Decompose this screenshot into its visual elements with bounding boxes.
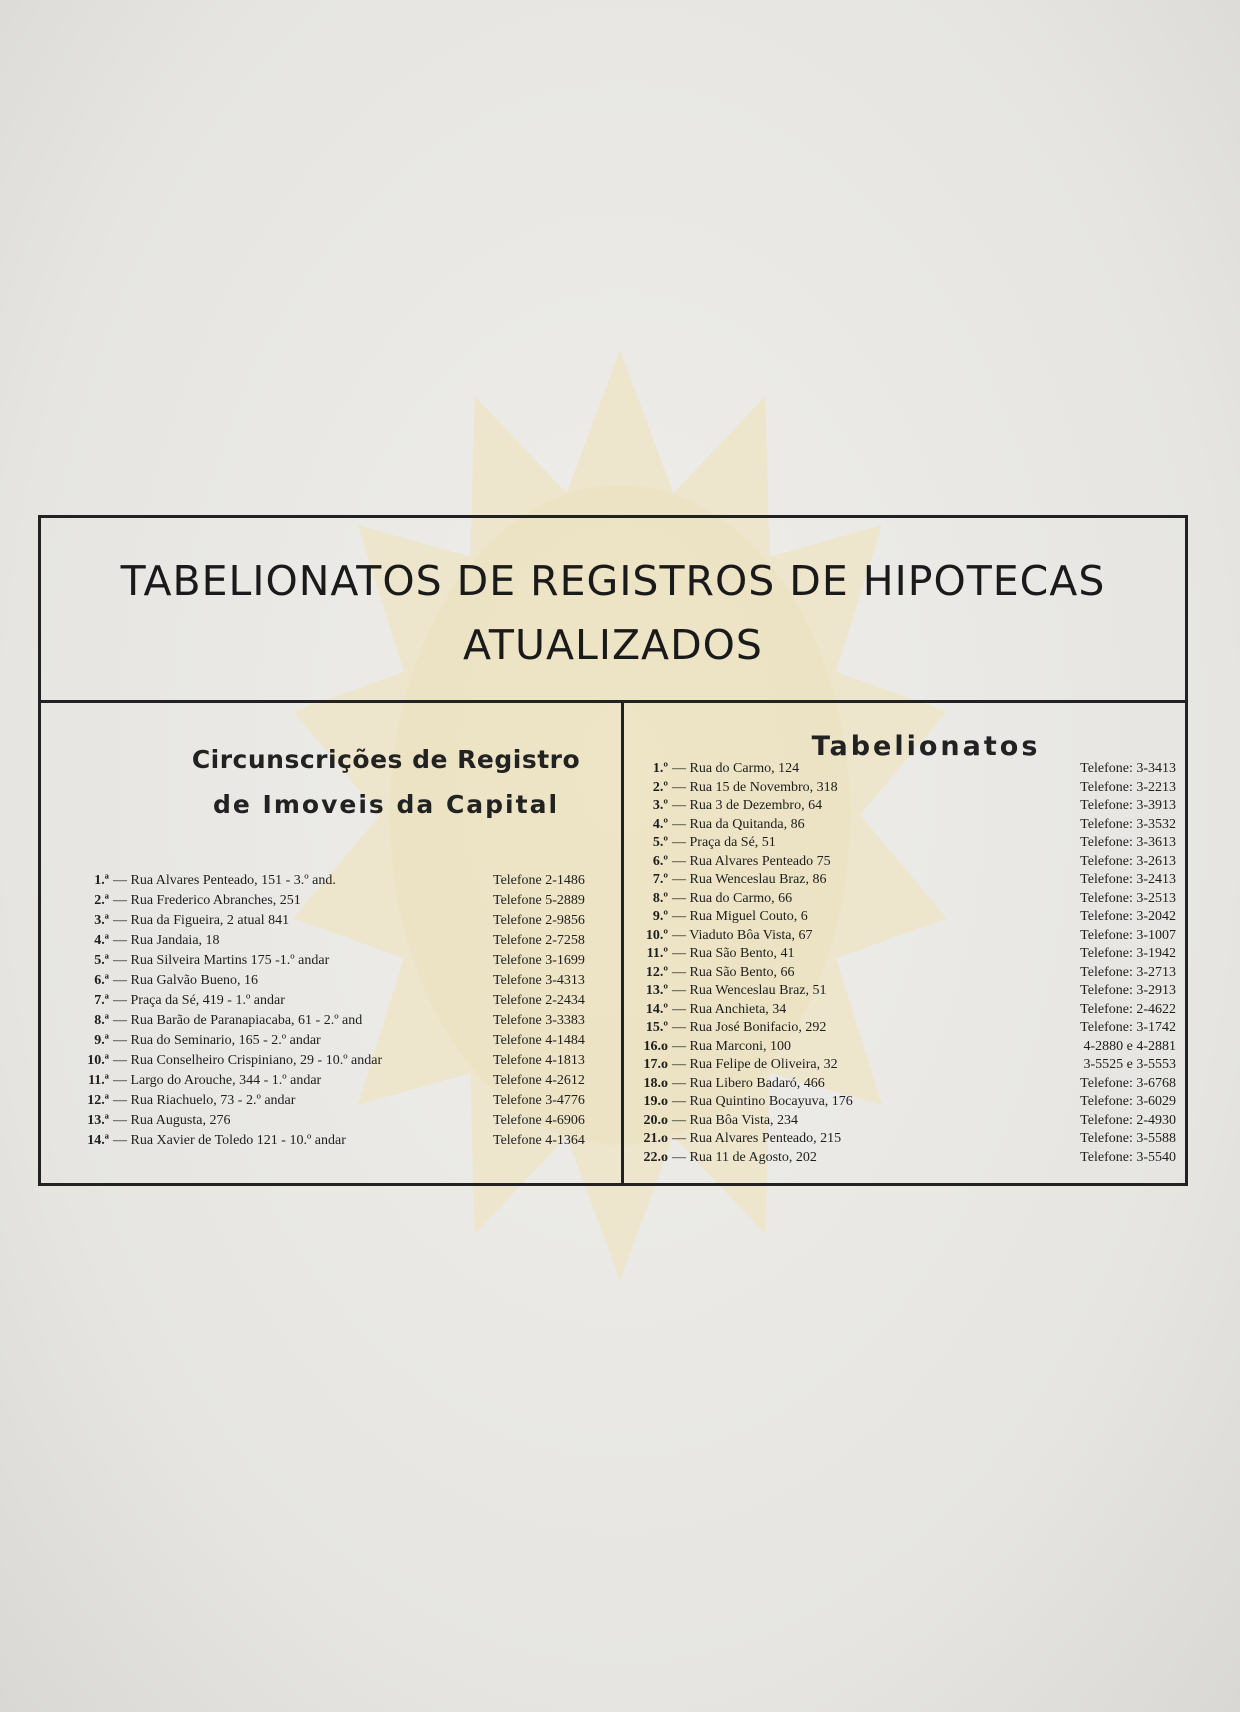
row-number: 14.º	[645, 1001, 668, 1017]
row-number: 5.ª	[94, 953, 109, 968]
row-address: — Rua Wenceslau Braz, 51	[672, 983, 827, 998]
listing-frame	[38, 515, 1188, 1186]
row-number: 6.ª	[94, 973, 109, 988]
row-address: — Rua Frederico Abranches, 251	[113, 893, 301, 908]
row-address: — Rua José Bonifacio, 292	[672, 1020, 827, 1035]
registry-heading-line2: de Imoveis da Capital	[212, 790, 560, 819]
row-number: 4.ª	[94, 933, 109, 948]
row-telephone: Telefone: 3-1742	[1080, 1020, 1176, 1035]
row-number: 4.º	[652, 816, 668, 832]
row-number: 2.ª	[94, 893, 109, 908]
row-number: 21.o	[643, 1131, 668, 1146]
row-telephone: Telefone: 3-1007	[1080, 927, 1176, 943]
row-telephone: Telefone: 3-2413	[1080, 872, 1176, 887]
row-telephone: Telefone: 2-4622	[1080, 1001, 1176, 1017]
row-telephone: Telefone: 3-2713	[1080, 964, 1176, 980]
row-telephone: Telefone: 3-1942	[1080, 946, 1176, 961]
row-number: 1.ª	[94, 873, 109, 888]
row-number: 1.º	[652, 761, 668, 776]
row-address: — Rua Libero Badaró, 466	[672, 1075, 825, 1091]
row-number: 5.º	[652, 835, 668, 850]
row-telephone: Telefone: 3-3913	[1080, 798, 1176, 813]
row-address: — Rua 3 de Dezembro, 64	[672, 798, 823, 813]
row-telephone: 3-5525 e 3-5553	[1083, 1057, 1176, 1072]
row-address: — Rua Anchieta, 34	[672, 1001, 787, 1017]
row-address: — Rua Augusta, 276	[113, 1113, 231, 1128]
row-telephone: Telefone 4-1813	[493, 1053, 585, 1068]
row-number: 8.ª	[94, 1013, 109, 1028]
row-address: — Rua 15 de Novembro, 318	[672, 779, 838, 795]
row-number: 15.º	[645, 1020, 668, 1035]
row-telephone: Telefone: 3-3613	[1080, 835, 1176, 850]
row-number: 16.o	[643, 1038, 668, 1054]
row-telephone: Telefone 2-1486	[493, 873, 585, 888]
row-telephone: Telefone 3-1699	[493, 953, 585, 968]
row-address: — Rua Bôa Vista, 234	[672, 1112, 799, 1128]
row-telephone: Telefone: 3-3413	[1080, 761, 1176, 776]
row-number: 19.o	[643, 1094, 668, 1109]
row-number: 22.o	[643, 1149, 668, 1165]
page-title-line1: TABELIONATOS DE REGISTROS DE HIPOTECAS	[120, 557, 1106, 605]
row-telephone: Telefone: 3-5540	[1080, 1149, 1176, 1165]
row-address: — Praça da Sé, 419 - 1.º andar	[113, 993, 285, 1008]
row-address: — Rua Jandaia, 18	[113, 933, 220, 948]
row-telephone: Telefone: 3-2042	[1080, 909, 1176, 924]
row-telephone: Telefone: 3-3532	[1080, 816, 1176, 832]
row-number: 20.o	[643, 1112, 668, 1128]
row-telephone: Telefone 4-6906	[493, 1113, 585, 1128]
page-title-line2: ATUALIZADOS	[463, 621, 763, 669]
row-telephone: Telefone: 2-4930	[1080, 1112, 1176, 1128]
row-address: — Rua Marconi, 100	[672, 1038, 791, 1054]
row-number: 18.o	[643, 1075, 668, 1091]
row-number: 11.º	[646, 946, 668, 961]
row-telephone: Telefone 5-2889	[493, 893, 585, 908]
row-address: — Rua do Carmo, 124	[672, 761, 800, 776]
row-telephone: Telefone 4-1484	[493, 1033, 585, 1048]
row-address: — Rua Miguel Couto, 6	[672, 909, 808, 924]
row-telephone: Telefone: 3-6029	[1080, 1094, 1176, 1109]
row-address: — Rua Felipe de Oliveira, 32	[672, 1057, 838, 1072]
row-address: — Rua 11 de Agosto, 202	[672, 1149, 817, 1165]
row-address: — Rua São Bento, 41	[672, 946, 795, 961]
row-telephone: Telefone: 3-5588	[1080, 1131, 1176, 1146]
row-number: 6.º	[652, 853, 668, 869]
row-telephone: Telefone: 3-2513	[1080, 890, 1176, 906]
row-number: 14.ª	[87, 1133, 109, 1148]
row-address: — Rua Alvares Penteado, 151 - 3.º and.	[113, 873, 336, 888]
row-address: — Rua da Quitanda, 86	[672, 816, 805, 832]
row-address: — Rua Quintino Bocayuva, 176	[672, 1094, 853, 1109]
row-number: 8.º	[652, 890, 668, 906]
row-number: 10.ª	[87, 1053, 109, 1068]
row-address: — Rua Alvares Penteado 75	[672, 853, 831, 869]
row-number: 12.ª	[87, 1093, 109, 1108]
row-number: 12.º	[645, 964, 668, 980]
row-address: — Rua São Bento, 66	[672, 964, 795, 980]
row-telephone: Telefone 4-2612	[493, 1073, 585, 1088]
row-number: 3.ª	[94, 913, 109, 928]
row-telephone: Telefone 2-2434	[493, 993, 585, 1008]
row-number: 13.º	[645, 983, 668, 998]
row-address: — Rua do Seminario, 165 - 2.º andar	[113, 1033, 321, 1048]
row-number: 9.º	[652, 909, 668, 924]
row-number: 10.º	[645, 927, 668, 943]
row-address: — Rua do Carmo, 66	[672, 890, 793, 906]
row-telephone: Telefone: 3-2213	[1080, 779, 1176, 795]
row-address: — Rua Wenceslau Braz, 86	[672, 872, 827, 887]
row-address: — Rua Silveira Martins 175 -1.º andar	[113, 953, 330, 968]
row-number: 2.º	[652, 779, 668, 795]
row-telephone: Telefone 3-3383	[493, 1013, 585, 1028]
notary-column	[624, 703, 1188, 1183]
row-telephone: Telefone: 3-6768	[1080, 1075, 1176, 1091]
title-block	[41, 518, 1185, 703]
row-number: 13.ª	[87, 1113, 109, 1128]
row-address: — Rua Riachuelo, 73 - 2.º andar	[113, 1093, 296, 1108]
registry-column	[41, 703, 621, 1183]
row-address: — Rua Galvão Bueno, 16	[113, 973, 259, 988]
row-telephone: Telefone 2-9856	[493, 913, 585, 928]
row-number: 3.º	[652, 798, 668, 813]
registry-heading-line1: Circunscrições de Registro	[191, 745, 581, 774]
row-number: 9.ª	[94, 1033, 109, 1048]
row-telephone: Telefone 2-7258	[493, 933, 585, 948]
row-number: 17.o	[643, 1057, 668, 1072]
row-address: — Rua Conselheiro Crispiniano, 29 - 10.º andar	[113, 1053, 383, 1068]
row-address: — Rua Barão de Paranapiacaba, 61 - 2.º and	[113, 1013, 363, 1028]
row-number: 7.º	[652, 872, 668, 887]
row-telephone: Telefone 3-4776	[493, 1093, 585, 1108]
row-telephone: Telefone 3-4313	[493, 973, 585, 988]
notary-heading: Tabelionatos	[811, 731, 1041, 762]
row-telephone: Telefone: 3-2613	[1080, 853, 1176, 869]
row-telephone: Telefone: 3-2913	[1080, 983, 1176, 998]
row-address: — Viaduto Bôa Vista, 67	[672, 927, 813, 943]
row-telephone: Telefone 4-1364	[493, 1133, 585, 1148]
row-address: — Rua Xavier de Toledo 121 - 10.º andar	[113, 1133, 346, 1148]
row-address: — Rua Alvares Penteado, 215	[672, 1131, 842, 1146]
row-address: — Rua da Figueira, 2 atual 841	[113, 913, 290, 928]
row-number: 7.ª	[94, 993, 109, 1008]
row-address: — Praça da Sé, 51	[672, 835, 776, 850]
row-number: 11.ª	[88, 1073, 109, 1088]
row-address: — Largo do Arouche, 344 - 1.º andar	[113, 1073, 322, 1088]
row-telephone: 4-2880 e 4-2881	[1083, 1038, 1176, 1054]
